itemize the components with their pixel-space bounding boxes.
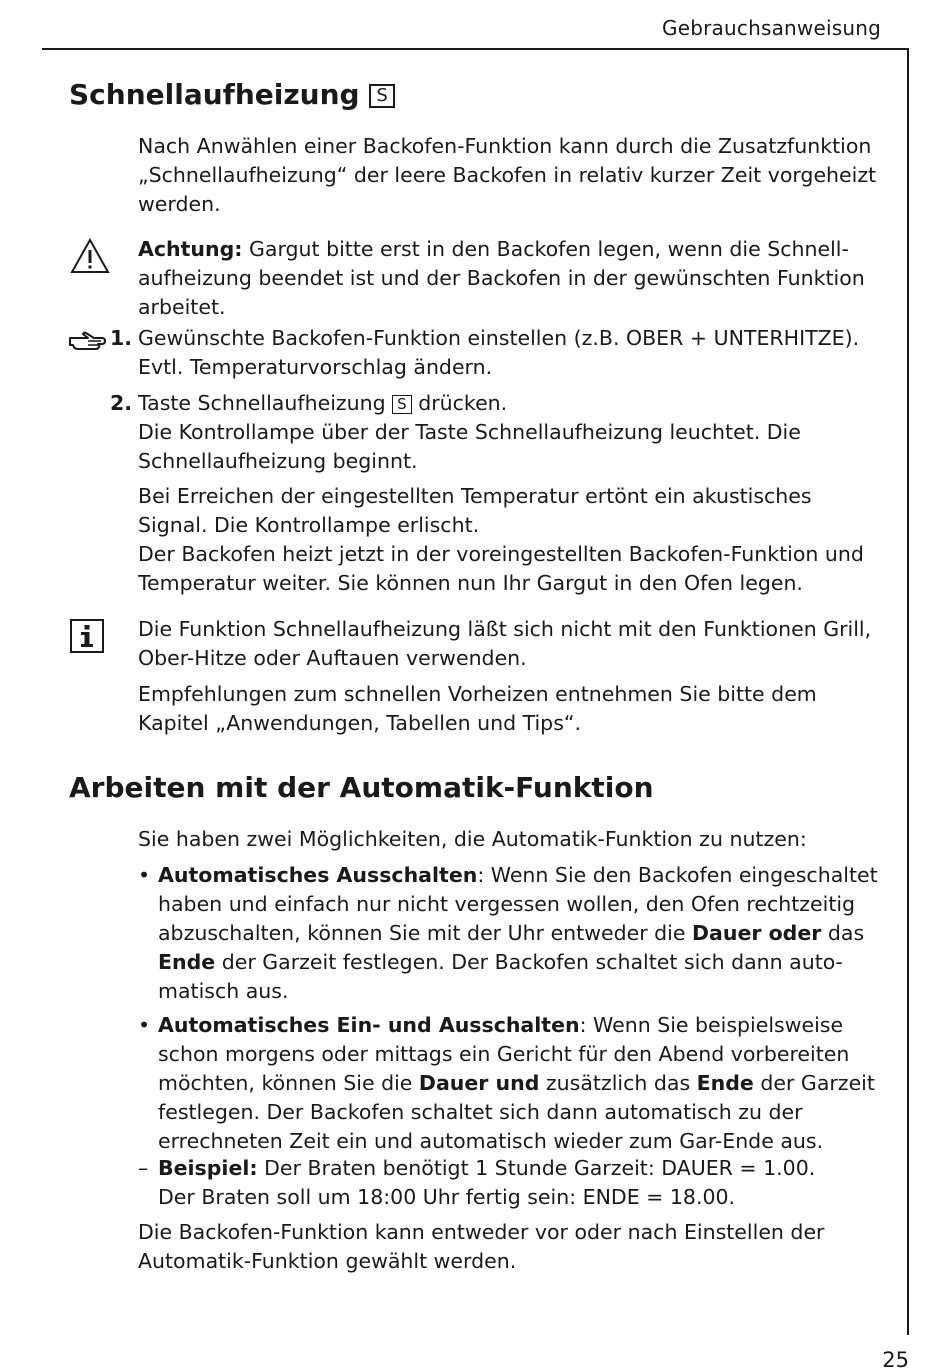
list-item-auto-on-off	[138, 1011, 883, 1156]
list-item-auto-off	[138, 861, 883, 1006]
bullet-mark: •	[138, 1013, 151, 1037]
pointing-hand-icon	[68, 331, 106, 351]
bullet-emphasis: Dauer und	[418, 1071, 540, 1095]
example-item	[138, 1154, 883, 1212]
warning-paragraph	[138, 235, 883, 322]
warning-icon	[70, 238, 110, 274]
bullet-text: : Wenn Sie beispielsweise schon morgens oder mittags ein Gericht für den Abend vorbereiten möchten, können Sie die	[158, 1013, 850, 1095]
automatik-intro: Sie haben zwei Möglichkeiten, die Automatik-Funktion zu nutzen:	[138, 827, 807, 851]
bullet-mark: •	[138, 863, 151, 887]
example-line-1: Der Braten benötigt 1 Stunde Garzeit: DAUER = 1.00.	[257, 1156, 816, 1180]
closing-paragraph: Die Backofen-Funktion kann entweder vor oder nach Einstellen der Automatik-Funktion gewählt werden.	[138, 1220, 825, 1273]
section-title-text: Schnellaufheizung	[69, 78, 360, 111]
margin-rule	[907, 48, 909, 1335]
step-number: 1.	[110, 326, 133, 350]
s-key-icon: S	[369, 84, 394, 108]
continue-paragraph: Der Backofen heizt jetzt in der voreingestellten Backofen-Funktion und Temperatur weiter. Sie können nun Ihr Gargut in den Ofen legen.	[138, 542, 864, 595]
step-2-pre: Taste Schnellaufheizung	[138, 391, 393, 415]
step-2-text	[138, 389, 883, 476]
bullet-title: Automatisches Ein- und Ausschalten	[158, 1013, 580, 1037]
recommend-paragraph: Empfehlungen zum schnellen Vorheizen entnehmen Sie bitte dem Kapitel „Anwendungen, Tabellen und Tips“.	[138, 682, 817, 735]
bullet-emphasis: Dauer oder	[692, 921, 822, 945]
example-label: Beispiel:	[158, 1156, 258, 1180]
bullet-text: der Garzeit festlegen. Der Backofen schaltet sich dann automatisch zu der errechneten Zeit ein und automatisch wieder zum Gar-Ende aus.	[158, 1071, 875, 1153]
warning-label: Achtung:	[138, 237, 243, 261]
example-line-2: Der Braten soll um 18:00 Uhr fertig sein: ENDE = 18.00.	[158, 1185, 736, 1209]
step-2-detail: Die Kontrollampe über der Taste Schnellaufheizung leuchtet. Die Schnellaufheizung beginnt.	[138, 420, 801, 473]
bullet-emphasis: Ende	[696, 1071, 754, 1095]
info-paragraph: Die Funktion Schnellaufheizung läßt sich nicht mit den Funktionen Grill, Ober-Hitze oder Auftauen verwenden.	[138, 617, 872, 670]
bullet-title: Automatisches Ausschalten	[158, 863, 478, 887]
signal-paragraph: Bei Erreichen der eingestellten Temperatur ertönt ein akustisches Signal. Die Kontrollampe erlischt.	[138, 484, 812, 537]
header-label: Gebrauchsanweisung	[662, 16, 881, 40]
step-number: 2.	[110, 391, 133, 415]
section-title-automatik: Arbeiten mit der Automatik-Funktion	[69, 771, 654, 804]
intro-paragraph: Nach Anwählen einer Backofen-Funktion kann durch die Zusatzfunktion „Schnellaufheizung“ der leere Backofen in relativ kurzer Zeit vorgeheizt werden.	[138, 134, 877, 216]
bullet-text: der Garzeit festlegen. Der Backofen schaltet sich dann automatisch aus.	[158, 950, 843, 1003]
bullet-emphasis: Ende	[158, 950, 216, 974]
warning-text: Gargut bitte erst in den Backofen legen, wenn die Schnellaufheizung beendet ist und der Backofen in der gewünschten Funktion arbeitet.	[138, 237, 865, 319]
dash-mark: –	[138, 1156, 149, 1180]
info-icon	[70, 619, 104, 653]
bullet-text: : Wenn Sie den Backofen eingeschaltet haben und einfach nur nicht vergessen wollen, den Ofen rechtzeitig abzuschalten, können Sie mit der Uhr entweder die	[158, 863, 878, 945]
step-1-text: Gewünschte Backofen-Funktion einstellen (z.B. OBER + UNTERHITZE). Evtl. Temperaturvorschlag ändern.	[138, 326, 860, 379]
step-2-post: drücken.	[411, 391, 508, 415]
section-title-schnellaufheizung	[69, 78, 395, 112]
page-number: 25	[882, 1348, 909, 1372]
header-rule	[42, 48, 909, 50]
bullet-text: das	[821, 921, 865, 945]
bullet-text: zusätzlich das	[539, 1071, 697, 1095]
s-key-icon: S	[392, 395, 412, 414]
